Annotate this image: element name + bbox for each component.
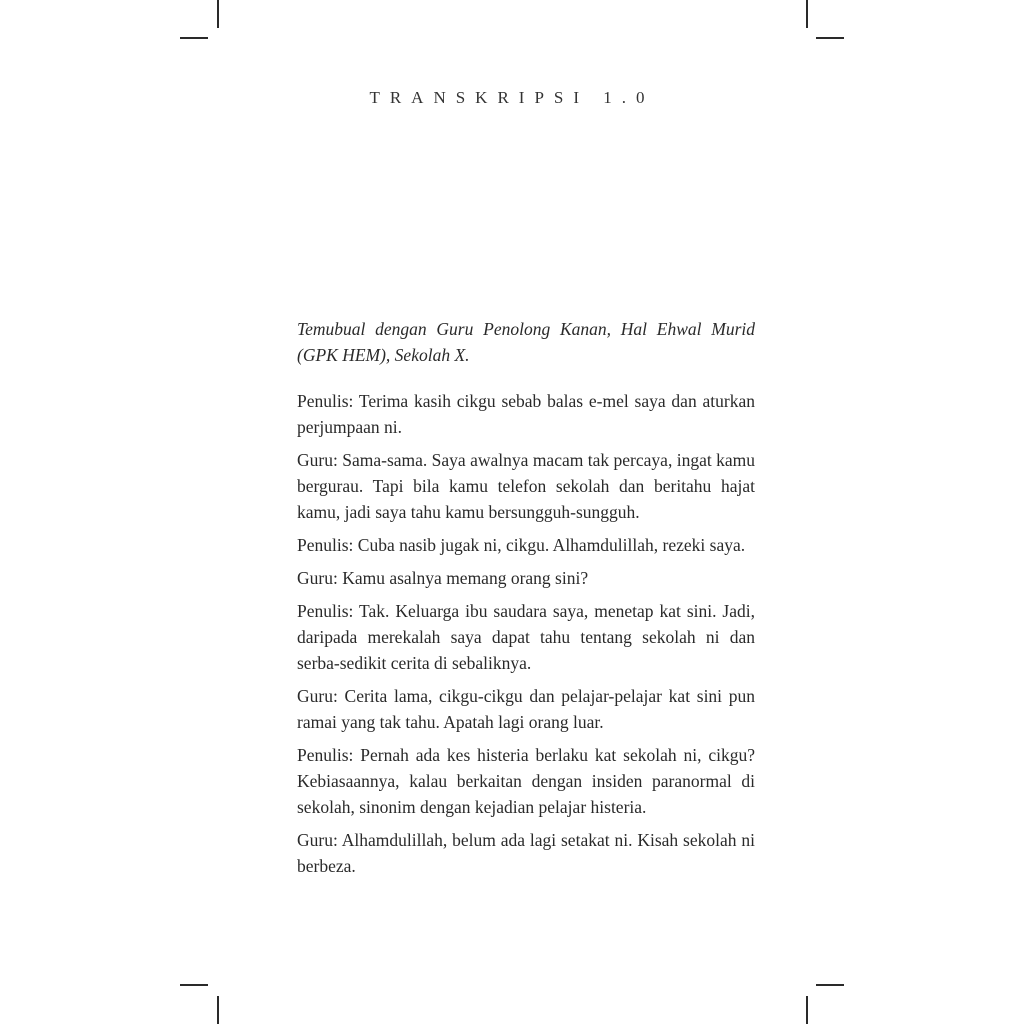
crop-mark-top-left-vertical bbox=[217, 0, 219, 28]
crop-mark-bottom-left-vertical bbox=[217, 996, 219, 1024]
crop-mark-bottom-right-horizontal bbox=[816, 984, 844, 986]
dialogue-paragraph: Guru: Kamu asalnya memang orang sini? bbox=[297, 568, 589, 588]
crop-mark-top-right-vertical bbox=[806, 0, 808, 28]
dialogue-paragraph: Penulis: Pernah ada kes histeria berlaku kat sekolah ni, cikgu? Kebiasaannya, kalau berkaitan dengan insiden paranormal di sekolah, sinonim dengan kejadian pelajar histeria. bbox=[297, 745, 755, 817]
running-head: TRANSKRIPSI 1.0 bbox=[369, 88, 655, 107]
crop-mark-bottom-left-horizontal bbox=[180, 984, 208, 986]
transcript-body bbox=[297, 316, 755, 886]
crop-mark-bottom-right-vertical bbox=[806, 996, 808, 1024]
crop-mark-top-right-horizontal bbox=[816, 37, 844, 39]
dialogue-paragraph: Guru: Cerita lama, cikgu-cikgu dan pelajar-pelajar kat sini pun ramai yang tak tahu. Apatah lagi orang luar. bbox=[297, 686, 755, 732]
crop-mark-top-left-horizontal bbox=[180, 37, 208, 39]
dialogue-paragraph: Guru: Alhamdulillah, belum ada lagi setakat ni. Kisah sekolah ni berbeza. bbox=[297, 830, 755, 876]
dialogue-paragraph: Penulis: Terima kasih cikgu sebab balas e-mel saya dan aturkan perjumpaan ni. bbox=[297, 391, 755, 437]
dialogue-paragraph: Guru: Sama-sama. Saya awalnya macam tak percaya, ingat kamu bergurau. Tapi bila kamu telefon sekolah dan beritahu hajat kamu, jadi saya tahu kamu bersungguh-sungguh. bbox=[297, 450, 755, 522]
intro-caption: Temubual dengan Guru Penolong Kanan, Hal Ehwal Murid (GPK HEM), Sekolah X. bbox=[297, 319, 755, 365]
dialogue-paragraph: Penulis: Tak. Keluarga ibu saudara saya, menetap kat sini. Jadi, daripada merekalah saya dapat tahu tentang sekolah ni dan serba-sedikit cerita di sebaliknya. bbox=[297, 601, 755, 673]
dialogue-paragraph: Penulis: Cuba nasib jugak ni, cikgu. Alhamdulillah, rezeki saya. bbox=[297, 535, 746, 555]
